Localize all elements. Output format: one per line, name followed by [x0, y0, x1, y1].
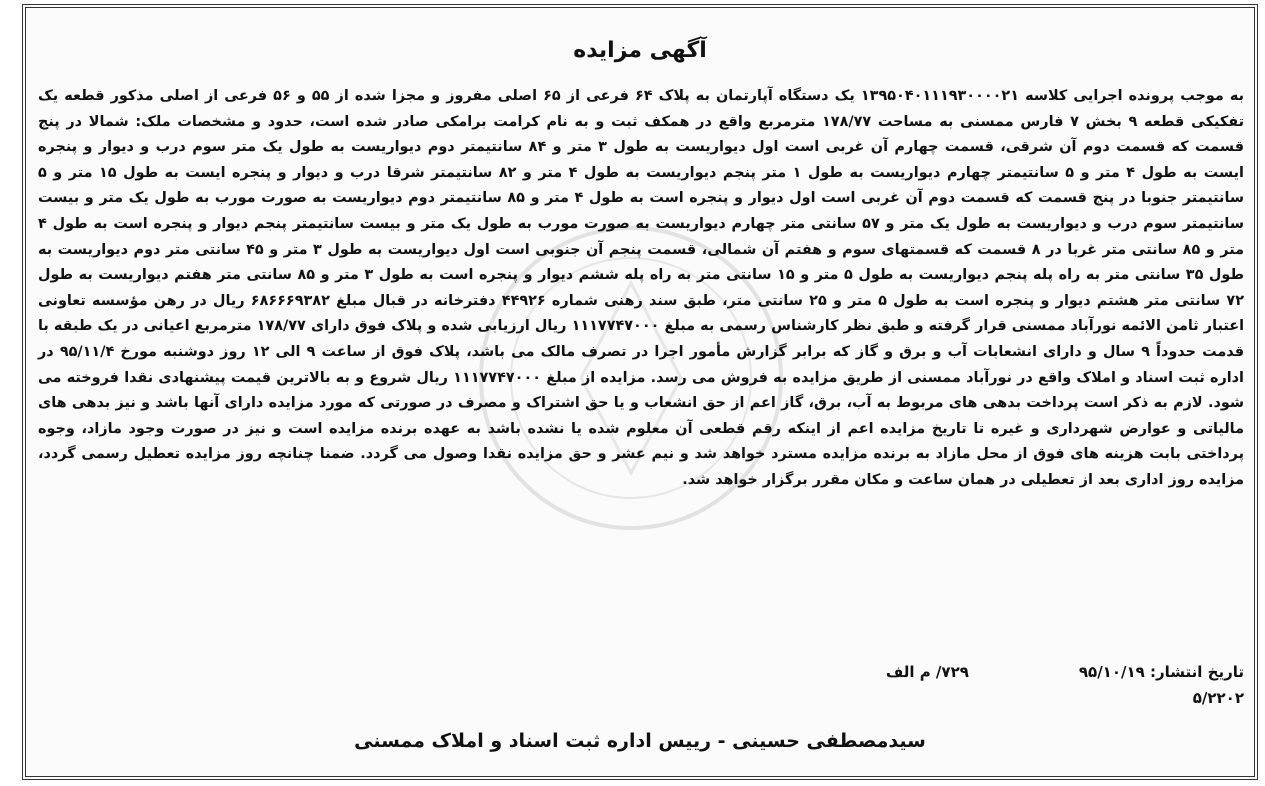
serial-number: ۵/۲۲۰۲	[1192, 688, 1244, 707]
notice-body	[38, 84, 1244, 494]
notice-title: آگهی مزایده	[573, 38, 707, 63]
notice-frame	[22, 4, 1258, 780]
signature-line: سیدمصطفی حسینی - رییس اداره ثبت اسناد و املاک ممسنی	[354, 730, 926, 752]
notice-meta	[38, 660, 1244, 711]
reference-code: ۷۲۹/ م الف	[885, 663, 969, 681]
publish-row	[38, 660, 1244, 686]
publish-date: تاریخ انتشار: ۹۵/۱۰/۱۹	[1078, 663, 1244, 681]
notice-body-paragraph: به موجب پرونده اجرایی کلاسه ۱۳۹۵۰۴۰۱۱۱۹۳۰۰۰۰۲۱ یک دستگاه آپارتمان به پلاک ۶۴ فرعی از ۶۵ اصلی مفروز و مجزا شده از ۵۵ و ۵۶ فرعی از اصلی مذکور قطعه یک تفکیکی قطعه ۹ بخش ۷ فارس ممسنی به مساحت ۱۷۸/۷۷ مترمربع واقع در همکف ثبت و به نام کرامت برامکی صادر شده است، حدود و مشخصات ملک: شمالا در پنج قسمت که قسمت دوم آن شرقی، قسمت چهارم آن غربی است اول دیواریست به طول ۳ متر و ۸۴ سانتیمتر دوم دیواریست به طول یک متر سوم درب و دیوار و پنجره ایست به طول ۴ متر و ۵ سانتیمتر چهارم دیواریست به طول ۱ متر پنجم دیواریست به طول ۴ متر و ۸۲ سانتیمتر شرقا درب و دیوار و پنجره ایست به طول ۱۵ متر و ۵ سانتیمتر جنوبا در پنج قسمت که قسمت دوم آن غربی است اول دیوار و پنجره است به طول ۴ متر و ۸۵ سانتیمتر دوم دیواریست به صورت مورب به طول یک متر و بیست سانتیمتر سوم درب و دیواریست به طول یک متر و ۵۷ سانتی متر چهارم دیواریست به صورت مورب به طول یک متر و بیست سانتیمتر پنجم دیوار و پنجره است به طول ۴ متر و ۸۵ سانتی متر غربا در ۸ قسمت که قسمتهای سوم و هفتم آن شمالی، قسمت پنجم آن جنوبی است اول دیواریست به طول ۳ متر و ۴۵ سانتی متر دوم دیواریست به طول ۳۵ سانتی متر به راه پله پنجم دیواریست به طول ۵ متر و ۱۵ سانتی متر به راه پله ششم دیوار و پنجره است به طول ۳ متر و ۸۵ سانتی متر هفتم دیواریست به طول ۷۲ سانتی متر هشتم دیوار و پنجره است به طول ۵ متر و ۲۵ سانتی متر، طبق سند رهنی شماره ۴۴۹۲۶ دفترخانه در قبال مبلغ ۶۸۶۶۶۹۳۸۲ ریال در رهن مؤسسه تعاونی اعتبار ثامن الائمه نورآباد ممسنی قرار گرفته و طبق نظر کارشناس رسمی به مبلغ ۱۱۱۷۷۴۷۰۰۰ ریال ارزیابی شده و پلاک فوق دارای ۱۷۸/۷۷ مترمربع اعیانی در یک طبقه با قدمت حدوداً ۹ سال و دارای انشعابات آب و برق و گاز که برابر گزارش مأمور اجرا در تصرف مالک می باشد، پلاک فوق از ساعت ۹ الی ۱۲ روز دوشنبه مورخ ۹۵/۱۱/۴ در اداره ثبت اسناد و املاک واقع در نورآباد ممسنی از طریق مزایده به فروش می رسد. مزایده از مبلغ ۱۱۱۷۷۴۷۰۰۰ ریال شروع و به بالاترین قیمت پیشنهادی نقدا فروخته می شود. لازم به ذکر است پرداخت بدهی های مربوط به آب، برق، گاز اعم از حق انشعاب و یا حق اشتراک و مصرف در صورتی که مورد مزایده دارای آنها باشد و نیز بدهی های مالیاتی و عوارض شهرداری و غیره تا تاریخ مزایده اعم از اینکه رقم قطعی آن معلوم شده یا نشده باشد به عهده برنده مزایده است و نیز در صورت وجود مازاد، وجوه پرداختی بابت هزینه های فوق از محل مازاد به برنده مزایده مسترد خواهد شد و نیم عشر و حق مزایده نقدا وصول می گردد. ضمنا چنانچه روز مزایده تعطیل رسمی گردد، مزایده روز اداری بعد از تعطیلی در همان ساعت و مکان مقرر برگزار خواهد شد.	[38, 88, 1245, 488]
